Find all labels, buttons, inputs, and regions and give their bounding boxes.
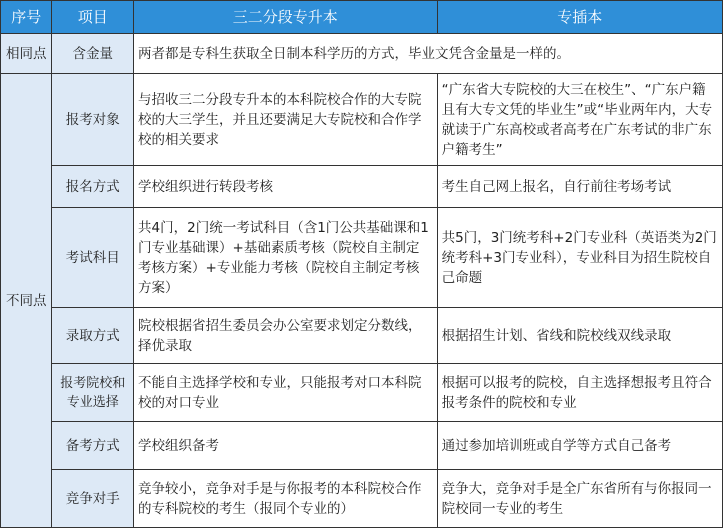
cell-a: 院校根据省招生委员会办公室要求划定分数线，择优录取 (134, 308, 438, 364)
table-row (1, 470, 723, 528)
row-label: 备考方式 (52, 422, 134, 470)
table-row (1, 364, 723, 422)
group-diff: 不同点 (1, 74, 52, 528)
cell-b: 共5门，3门统考科+2门专业科（英语类为2门统考科+3门专业科），专业科目为招生院校自己命题 (437, 208, 722, 308)
cell-a: 与招收三二分段专升本的本科院校合作的大专院校的大三学生，并且还要满足大专院校和合作学校的相关要求 (134, 74, 438, 166)
cell-b: 考生自己网上报名，自行前往考场考试 (437, 166, 722, 208)
cell-a: 竞争较小，竞争对手是与你报考的本科院校合作的专科院校的考生（报同个专业的） (134, 470, 438, 528)
row-label: 录取方式 (52, 308, 134, 364)
row-label: 竞争对手 (52, 470, 134, 528)
cell-b: “广东省大专院校的大三在校生”、“广东户籍且有大专文凭的毕业生”或“毕业两年内，大专就读于广东高校或者高考在广东考试的非广东户籍考生” (437, 74, 722, 166)
header-seq: 序号 (1, 1, 52, 34)
row-label: 报考院校和专业选择 (52, 364, 134, 422)
cell-a: 不能自主选择学校和专业，只能报考对口本科院校的对口专业 (134, 364, 438, 422)
header-col-b: 专插本 (437, 1, 722, 34)
table-row (1, 208, 723, 308)
cell-b: 竞争大，竞争对手是全广东省所有与你报同一院校同一专业的考生 (437, 470, 722, 528)
table-row (1, 34, 723, 74)
cell-b: 根据招生计划、省线和院校线双线录取 (437, 308, 722, 364)
header-col-a: 三二分段专升本 (134, 1, 438, 34)
group-same: 相同点 (1, 34, 52, 74)
row-label: 报考对象 (52, 74, 134, 166)
row-label: 考试科目 (52, 208, 134, 308)
table-row (1, 422, 723, 470)
cell-b: 通过参加培训班或自学等方式自己备考 (437, 422, 722, 470)
table-row (1, 166, 723, 208)
cell-b: 根据可以报考的院校，自主选择想报考且符合报考条件的院校和专业 (437, 364, 722, 422)
header-item: 项目 (52, 1, 134, 34)
same-text: 两者都是专科生获取全日制本科学历的方式，毕业文凭含金量是一样的。 (134, 34, 723, 74)
cell-a: 共4门，2门统一考试科目（含1门公共基础课和1门专业基础课）+基础素质考核（院校自主制定考核方案）+专业能力考核（院校自主制定考核方案） (134, 208, 438, 308)
table-row (1, 74, 723, 166)
cell-a: 学校组织备考 (134, 422, 438, 470)
row-label-jinhanliang: 含金量 (52, 34, 134, 74)
cell-a: 学校组织进行转段考核 (134, 166, 438, 208)
row-label: 报名方式 (52, 166, 134, 208)
header-row (1, 1, 723, 34)
table-row (1, 308, 723, 364)
